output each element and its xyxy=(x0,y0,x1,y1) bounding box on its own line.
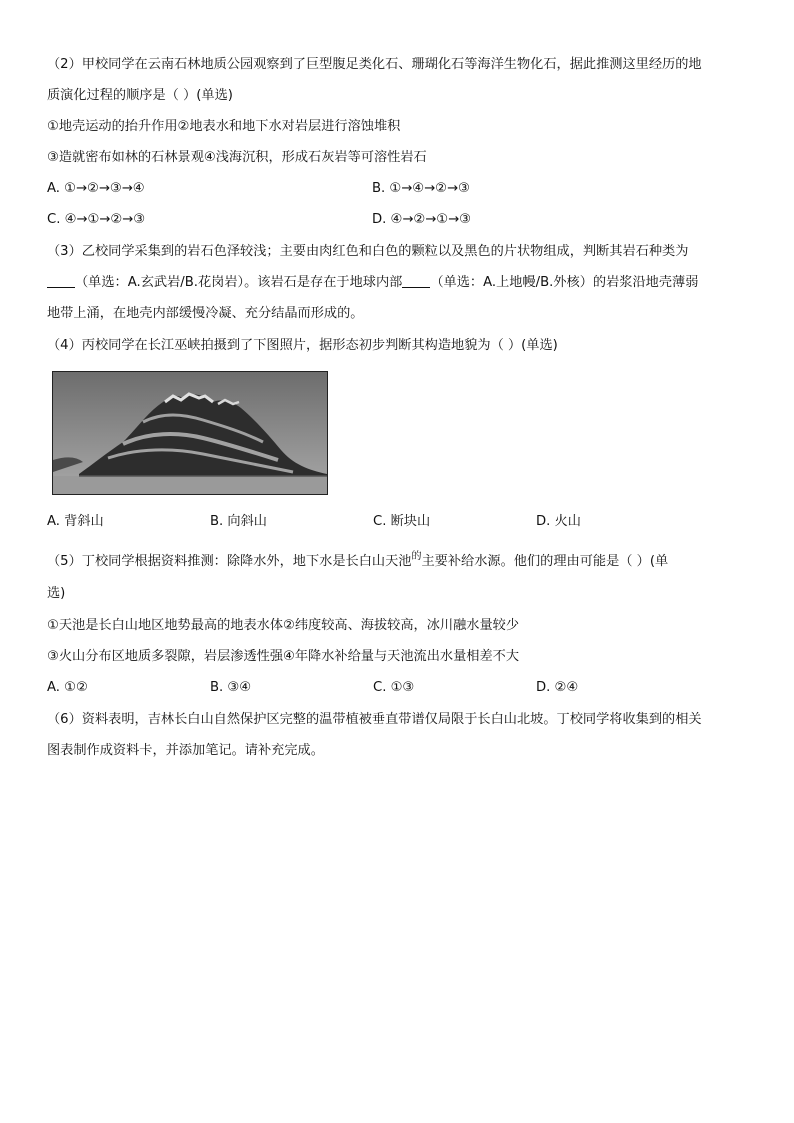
q2-option-a[interactable]: A. ①→②→③→④ xyxy=(47,181,145,196)
q3-stem-line2-part2: （单选：A.上地幔/B.外核）的岩浆沿地壳薄弱 xyxy=(430,275,699,290)
q3-stem-line3: 地带上涌，在地壳内部缓慢冷凝、充分结晶而形成的。 xyxy=(47,306,364,321)
q4-option-d[interactable]: D. 火山 xyxy=(536,514,581,529)
q5-option-b[interactable]: B. ③④ xyxy=(210,680,252,695)
q2-option-d[interactable]: D. ④→②→①→③ xyxy=(372,212,471,227)
q2-stem-line2: 质演化过程的顺序是（ ）(单选) xyxy=(47,88,233,103)
q4-option-b[interactable]: B. 向斜山 xyxy=(210,514,267,529)
q4-option-c[interactable]: C. 断块山 xyxy=(373,514,431,529)
q5-stem-line1 xyxy=(47,553,668,572)
q5-option-a[interactable]: A. ①② xyxy=(47,680,88,695)
wuxia-gorge-photo xyxy=(52,371,328,495)
q5-stem-line1-part2: 主要补给水源。他们的理由可能是（ ）(单 xyxy=(421,554,669,569)
q2-stem-line1: （2）甲校同学在云南石林地质公园观察到了巨型腹足类化石、珊瑚化石等海洋生物化石，据此推测这里经历的地 xyxy=(47,57,702,72)
q6-stem-line2: 图表制作成资料卡，并添加笔记。请补充完成。 xyxy=(47,743,324,758)
q4-option-a[interactable]: A. 背斜山 xyxy=(47,514,104,529)
q2-statement-3-4: ③造就密布如林的石林景观④浅海沉积，形成石灰岩等可溶性岩石 xyxy=(47,150,427,165)
q3-stem-line2 xyxy=(47,274,698,292)
q4-stem: （4）丙校同学在长江巫峡拍摄到了下图照片，据形态初步判断其构造地貌为（ ）(单选) xyxy=(47,338,558,353)
q5-statement-3-4: ③火山分布区地质多裂隙，岩层渗透性强④年降水补给量与天池流出水量相差不大 xyxy=(47,649,520,664)
q2-statement-1-2: ①地壳运动的抬升作用②地表水和地下水对岩层进行溶蚀堆积 xyxy=(47,119,401,134)
q5-option-c[interactable]: C. ①③ xyxy=(373,680,415,695)
q3-stem-line2-part1: （单选：A.玄武岩/B.花岗岩）。该岩石是存在于地球内部 xyxy=(75,275,403,290)
q2-option-c[interactable]: C. ④→①→②→③ xyxy=(47,212,146,227)
q3-stem-line1: （3）乙校同学采集到的岩石色泽较浅；主要由肉红色和白色的颗粒以及黑色的片状物组成，判断其岩石种类为 xyxy=(47,244,689,259)
q3-blank-layer[interactable] xyxy=(402,274,430,288)
q5-statement-1-2: ①天池是长白山地区地势最高的地表水体②纬度较高、海拔较高，冰川融水量较少 xyxy=(47,618,520,633)
q5-stem-line2: 选) xyxy=(47,586,66,601)
q3-blank-rock-type[interactable] xyxy=(47,274,75,288)
q2-option-b[interactable]: B. ①→④→②→③ xyxy=(372,181,470,196)
q5-stem-line1-part1: （5）丁校同学根据资料推测：除降水外，地下水是长白山天池 xyxy=(47,554,412,569)
q5-option-d[interactable]: D. ②④ xyxy=(536,680,579,695)
mountain-photo-illustration xyxy=(53,372,327,494)
q6-stem-line1: （6）资料表明，吉林长白山自然保护区完整的温带植被垂直带谱仅局限于长白山北坡。丁校同学将收集到的相关 xyxy=(47,712,702,727)
q5-superscript: 的 xyxy=(411,551,422,562)
